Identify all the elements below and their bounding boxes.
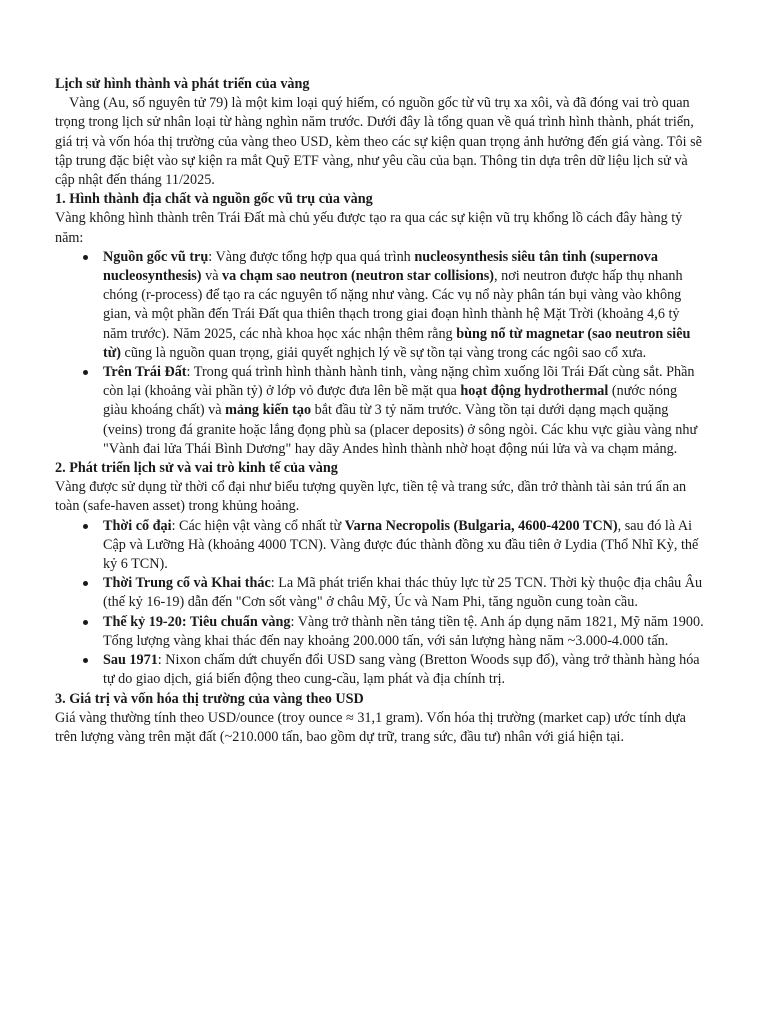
list-item-after-1971 — [103, 651, 705, 689]
item-keyword: mảng kiến tạo — [225, 402, 312, 419]
list-item-cosmic-origin — [103, 248, 705, 363]
list-item-gold-standard — [103, 613, 705, 651]
document-title: Lịch sử hình thành và phát triển của vàng — [55, 76, 310, 92]
item-text: (nước nóng giàu khoáng chất) và — [103, 383, 678, 419]
section-2-list — [55, 517, 705, 690]
section-1-heading: 1. Hình thành địa chất và nguồn gốc vũ trụ của vàng — [55, 191, 373, 208]
document-page — [55, 75, 705, 747]
section-3-heading: 3. Giá trị và vốn hóa thị trường của vàng theo USD — [55, 690, 364, 707]
item-lead: Thời Trung cổ và Khai thác — [103, 575, 271, 592]
item-text: , nơi neutron được hấp thụ nhanh chóng (r-process) để tạo ra các nguyên tố nặng như vàng. Các vụ nổ này phân tán bụi vàng vào không gian, và một phần đến Trái Đất qua thiên thạch trong giai đoạn hình thành hệ Mặt Trời (khoảng 4,6 tỷ năm trước). Năm 2025, các nhà khoa học xác nhận thêm rằng — [103, 268, 683, 342]
item-keyword: va chạm sao neutron (neutron star collisions) — [222, 268, 494, 285]
list-item-medieval — [103, 574, 705, 612]
section-2-paragraph: Vàng được sử dụng từ thời cổ đại như biểu tượng quyền lực, tiền tệ và trang sức, dần trở thành tài sản trú ẩn an toàn (safe-haven asset) trong khủng hoảng. — [55, 479, 687, 515]
item-keyword: nucleosynthesis siêu tân tinh (supernova nucleosynthesis) — [103, 248, 658, 285]
section-1-paragraph: Vàng không hình thành trên Trái Đất mà chủ yếu được tạo ra qua các sự kiện vũ trụ khổng lồ cách đây hàng tỷ năm: — [55, 210, 683, 246]
item-text: : Vàng được tổng hợp qua quá trình — [208, 248, 415, 265]
item-lead: Thế kỷ 19-20: Tiêu chuẩn vàng — [103, 613, 291, 630]
item-text: cũng là nguồn quan trọng, giải quyết nghịch lý về sự tồn tại vàng trong các ngôi sao cổ xưa. — [120, 344, 647, 361]
item-text: : Nixon chấm dứt chuyển đổi USD sang vàng (Bretton Woods sụp đổ), vàng trở thành hàng hóa tự do giao dịch, giá biến động theo cung-cầu, lạm phát và địa chính trị. — [103, 652, 700, 688]
list-item-on-earth — [103, 363, 705, 459]
item-lead: Nguồn gốc vũ trụ — [103, 248, 209, 265]
section-1-list — [55, 248, 705, 459]
item-text: : Vàng trở thành nền tảng tiền tệ. Anh áp dụng năm 1821, Mỹ năm 1900. Tổng lượng vàng khai thác đến nay khoảng 200.000 tấn, với sản lượng hàng năm ~3.000-4.000 tấn. — [103, 613, 704, 649]
item-keyword: bùng nổ từ magnetar (sao neutron siêu từ) — [103, 325, 691, 361]
list-item-ancient — [103, 517, 705, 575]
item-text: và — [201, 268, 223, 285]
item-text: : Các hiện vật vàng cổ nhất từ — [171, 517, 345, 534]
section-3-paragraph: Giá vàng thường tính theo USD/ounce (troy ounce ≈ 31,1 gram). Vốn hóa thị trường (market cap) ước tính dựa trên lượng vàng trên mặt đất (~210.000 tấn, bao gồm dự trữ, trang sức, đầu tư) nhân với giá hiện tại. — [55, 709, 686, 745]
item-text: : Trong quá trình hình thành hành tinh, vàng nặng chìm xuống lõi Trái Đất cùng sắt. Phần còn lại (khoảng vài phần tỷ) ở lớp vỏ được đưa lên bề mặt qua — [103, 364, 695, 400]
item-text: , sau đó là Ai Cập và Lưỡng Hà (khoảng 4000 TCN). Vàng được đúc thành đồng xu đầu tiên ở Lydia (Thổ Nhĩ Kỳ, thế kỷ 6 TCN). — [103, 517, 699, 573]
item-text: : La Mã phát triển khai thác thủy lực từ 25 TCN. Thời kỳ thuộc địa châu Âu (thế kỷ 16-19) dẫn đến "Cơn sốt vàng" ở châu Mỹ, Úc và Nam Phi, tăng nguồn cung toàn cầu. — [103, 575, 703, 611]
section-2-heading: 2. Phát triển lịch sử và vai trò kinh tế của vàng — [55, 460, 338, 477]
intro-paragraph: Vàng (Au, số nguyên tử 79) là một kim loại quý hiếm, có nguồn gốc từ vũ trụ xa xôi, và đã đóng vai trò quan trọng trong lịch sử nhân loại từ hàng nghìn năm trước. Dưới đây là tổng quan về quá trình hình thành, phát triển, giá trị và vốn hóa thị trường của vàng theo USD, kèm theo các sự kiện quan trọng ảnh hưởng đến giá vàng. Tôi sẽ tập trung đặc biệt vào sự kiện ra mắt Quỹ ETF vàng, như yêu cầu của bạn. Thông tin dựa trên dữ liệu lịch sử và cập nhật đến tháng 11/2025. — [55, 95, 702, 189]
item-lead: Thời cổ đại — [103, 517, 172, 534]
item-lead: Trên Trái Đất — [103, 364, 187, 381]
item-lead: Sau 1971 — [103, 652, 158, 669]
item-text: bắt đầu từ 3 tỷ năm trước. Vàng tồn tại dưới dạng mạch quặng (veins) trong đá granite hoặc lắng đọng phù sa (placer deposits) ở sông ngòi. Các khu vực giàu vàng như "Vành đai lửa Thái Bình Dương" hay dãy Andes hình thành nhờ hoạt động núi lửa và va chạm mảng. — [103, 402, 698, 457]
item-keyword: Varna Necropolis (Bulgaria, 4600-4200 TCN) — [344, 517, 618, 534]
item-keyword: hoạt động hydrothermal — [460, 383, 609, 400]
